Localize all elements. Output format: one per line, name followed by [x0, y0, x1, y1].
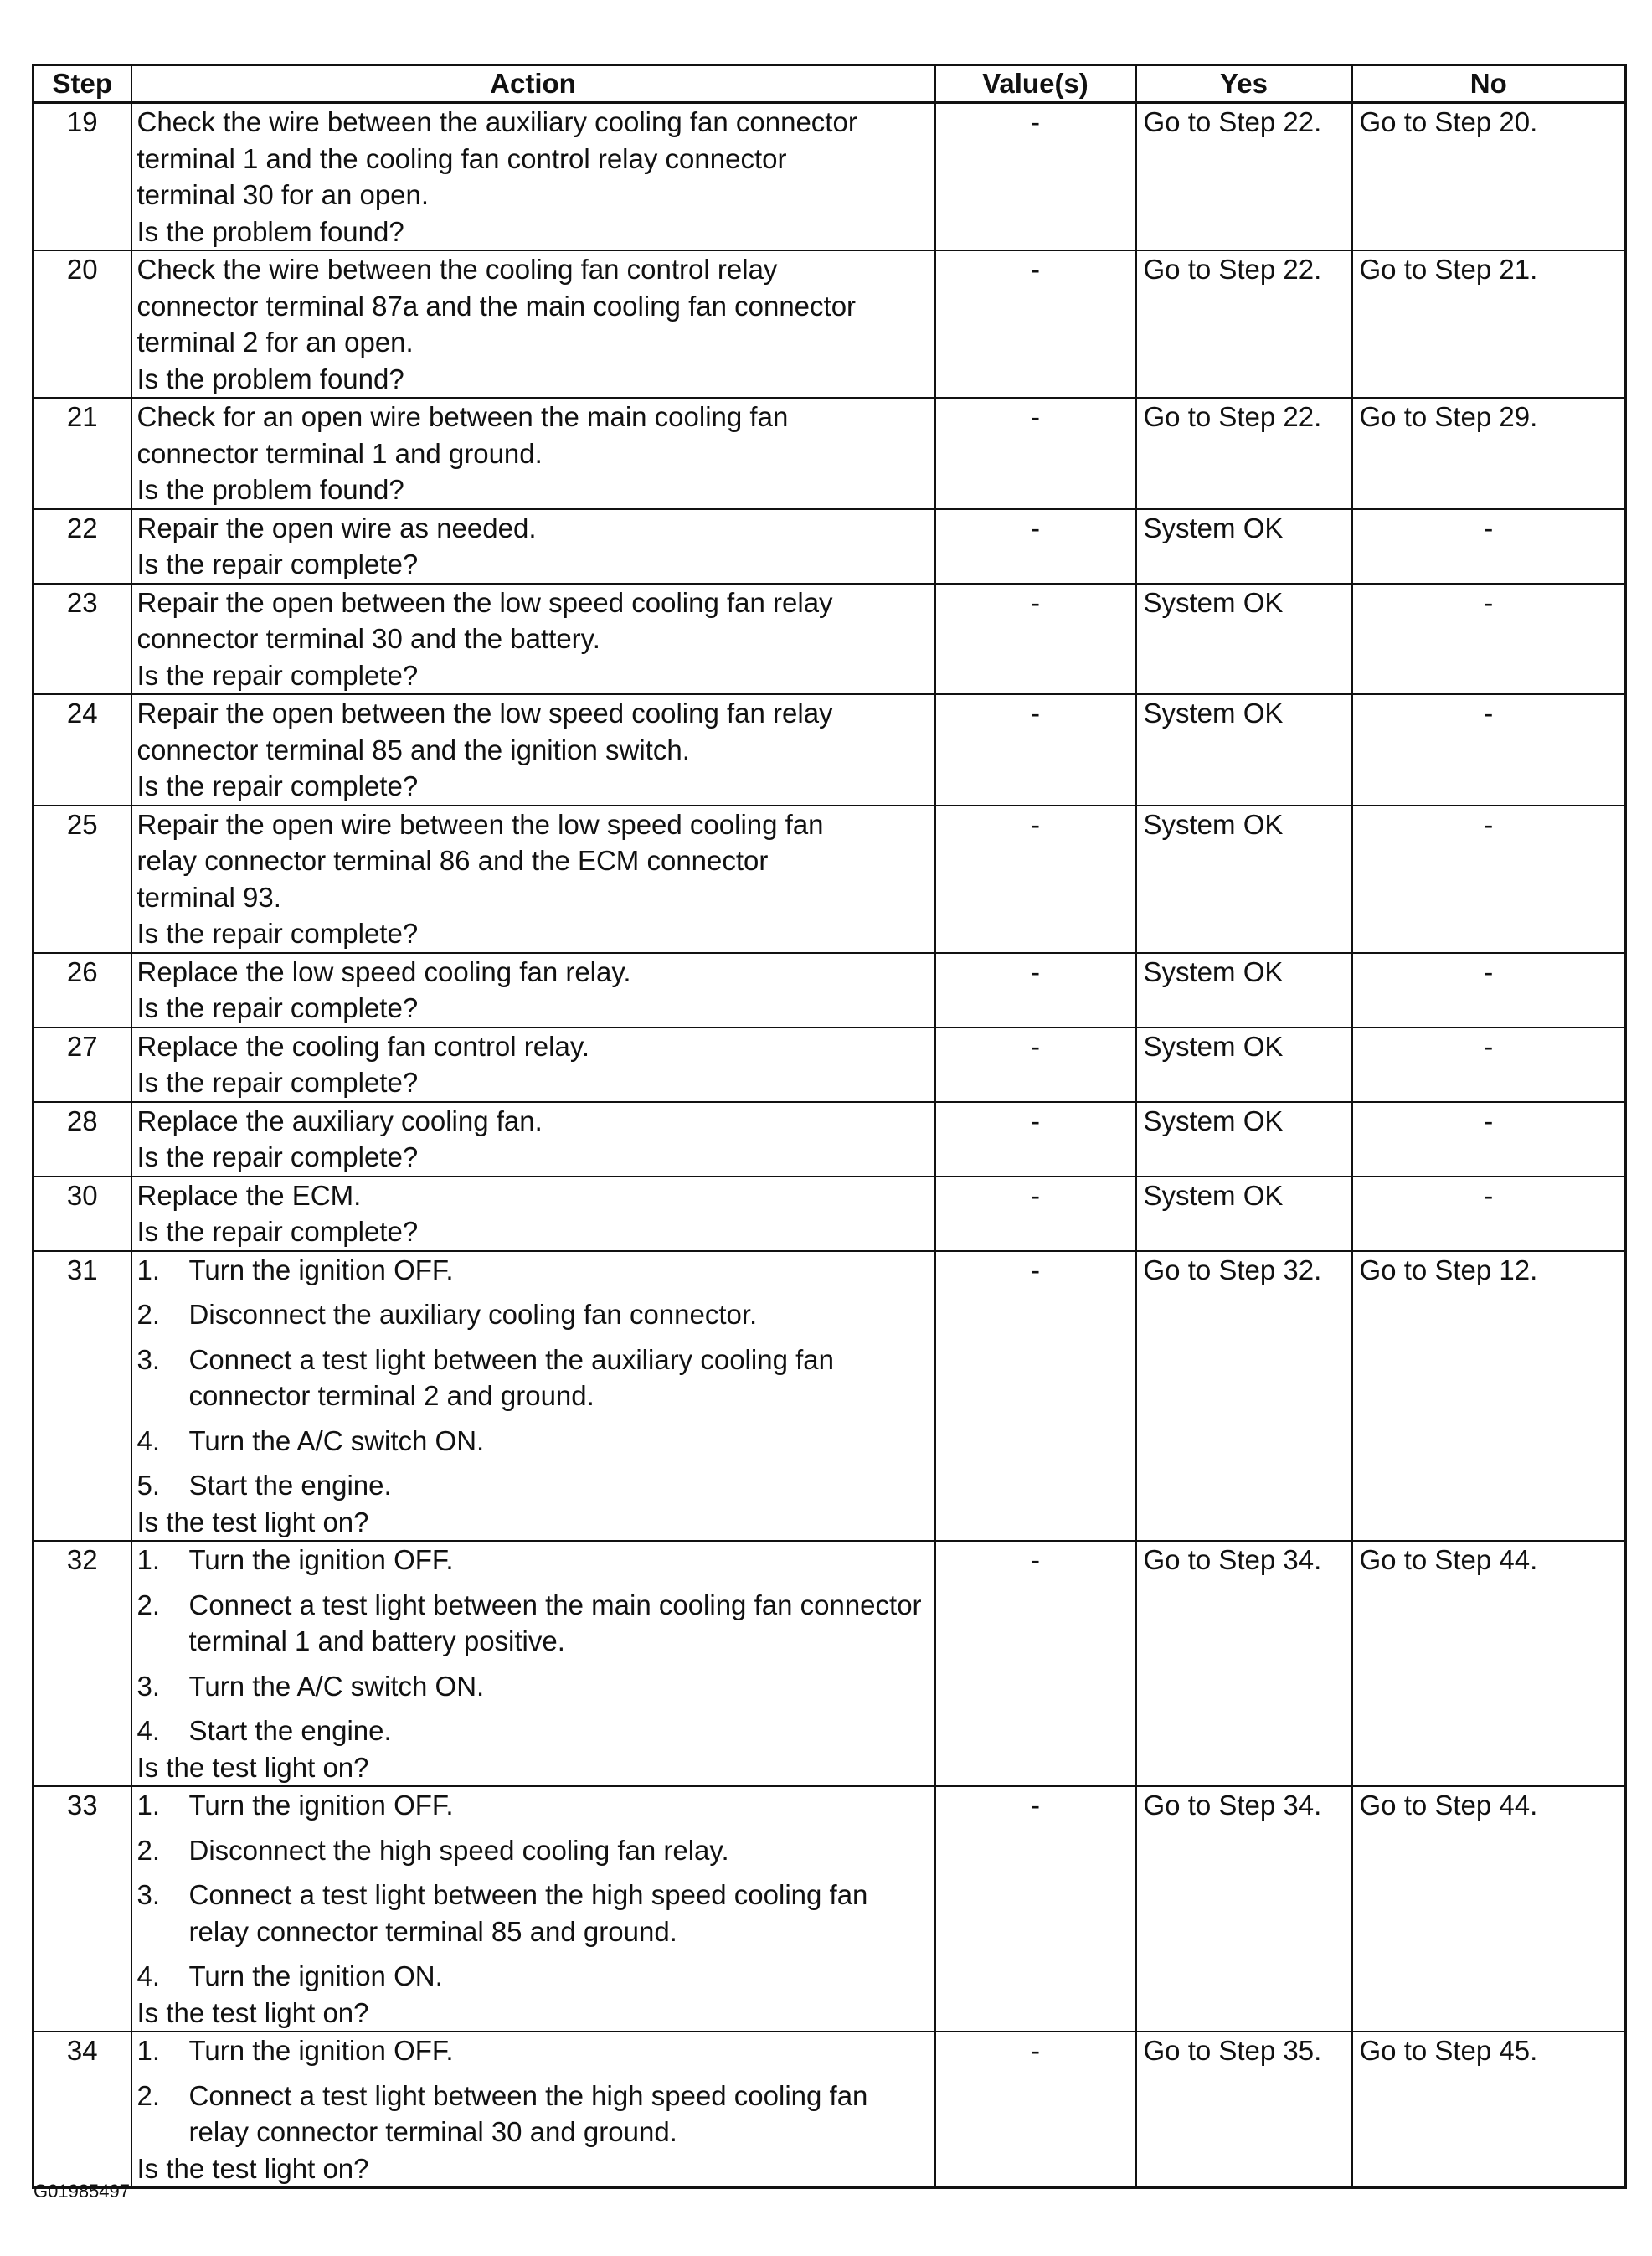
table-row [33, 398, 1626, 509]
step-number: 31 [33, 1251, 131, 1542]
substep-text: Disconnect the high speed cooling fan relay. [188, 1834, 729, 1866]
action-question: Is the test light on? [136, 1506, 369, 1537]
action-line: Repair the open between the low speed cooling fan relay [136, 698, 833, 729]
substep-list [137, 1542, 934, 1749]
action-cell [131, 806, 935, 953]
value-cell: - [935, 509, 1136, 584]
action-line: terminal 30 for an open. [136, 179, 430, 210]
substep-list [137, 1787, 934, 1995]
action-cell [131, 1251, 935, 1542]
no-cell: - [1352, 1028, 1626, 1102]
no-cell: - [1352, 806, 1626, 953]
substep-item [137, 1877, 934, 1950]
substep-list [137, 2032, 934, 2150]
action-line: Replace the cooling fan control relay. [136, 1030, 590, 1062]
action-line: Is the repair complete? [136, 992, 419, 1023]
value-cell: - [935, 1786, 1136, 2032]
action-cell [131, 953, 935, 1028]
action-cell [131, 1541, 935, 1786]
no-cell: - [1352, 584, 1626, 695]
action-line: Replace the low speed cooling fan relay. [136, 955, 631, 987]
action-cell [131, 398, 935, 509]
action-line: terminal 1 and the cooling fan control relay connector [136, 142, 787, 174]
substep-item [137, 1958, 934, 1995]
value-cell: - [935, 1028, 1136, 1102]
action-line: Replace the auxiliary cooling fan. [136, 1105, 543, 1136]
yes-cell: System OK [1136, 1102, 1352, 1177]
substep-number: 1. [136, 1254, 161, 1285]
table-row [33, 1102, 1626, 1177]
action-line: relay connector terminal 86 and the ECM connector [136, 845, 769, 876]
no-cell: Go to Step 44. [1352, 1786, 1626, 2032]
substep-number: 2. [136, 1589, 161, 1620]
step-number: 27 [33, 1028, 131, 1102]
substep-item [137, 1296, 934, 1333]
table-row [33, 1028, 1626, 1102]
step-number: 26 [33, 953, 131, 1028]
step-number: 33 [33, 1786, 131, 2032]
action-cell [131, 1028, 935, 1102]
substep-number: 3. [136, 1879, 161, 1910]
action-line: Repair the open wire as needed. [136, 512, 537, 543]
table-row [33, 2032, 1626, 2188]
yes-cell: Go to Step 32. [1136, 1251, 1352, 1542]
action-line: Is the problem found? [136, 363, 404, 394]
substep-number: 4. [136, 1960, 161, 1991]
substep-item [137, 1587, 934, 1660]
step-number: 28 [33, 1102, 131, 1177]
action-line: connector terminal 85 and the ignition switch. [136, 734, 690, 765]
substep-item [137, 2032, 934, 2069]
substep-number: 4. [136, 1715, 161, 1746]
no-cell: - [1352, 953, 1626, 1028]
header-row [33, 65, 1626, 103]
yes-cell: System OK [1136, 1028, 1352, 1102]
yes-cell: System OK [1136, 584, 1352, 695]
step-number: 23 [33, 584, 131, 695]
action-question: Is the test light on? [136, 1751, 369, 1783]
substep-item [137, 1423, 934, 1460]
action-cell [131, 250, 935, 398]
step-number: 30 [33, 1177, 131, 1251]
action-line: Is the problem found? [136, 474, 404, 505]
substep-text: Turn the A/C switch ON. [188, 1670, 485, 1702]
action-cell [131, 509, 935, 584]
substep-item [137, 1713, 934, 1749]
table-body [33, 103, 1626, 2188]
table-row [33, 103, 1626, 251]
action-cell [131, 584, 935, 695]
yes-cell: Go to Step 34. [1136, 1786, 1352, 2032]
action-line: terminal 93. [136, 881, 281, 913]
substep-text: Start the engine. [188, 1715, 392, 1746]
value-cell: - [935, 1541, 1136, 1786]
action-line: connector terminal 1 and ground. [136, 437, 543, 469]
step-number: 22 [33, 509, 131, 584]
substep-item [137, 1467, 934, 1504]
substep-text: Turn the ignition ON. [188, 1960, 443, 1991]
action-line: Repair the open between the low speed cooling fan relay [136, 586, 833, 618]
diagnostic-table [32, 64, 1627, 2189]
action-cell [131, 1102, 935, 1177]
substep-number: 4. [136, 1424, 161, 1456]
substep-text: Connect a test light between the main cooling fan connector terminal 1 and battery positive. [188, 1589, 922, 1656]
no-cell: Go to Step 12. [1352, 1251, 1626, 1542]
substep-number: 3. [136, 1670, 161, 1702]
step-number: 21 [33, 398, 131, 509]
figure-id: G01985497 [33, 2181, 130, 2202]
action-line: Check for an open wire between the main cooling fan [136, 401, 789, 432]
action-line: Repair the open wire between the low speed cooling fan [136, 808, 824, 840]
yes-cell: System OK [1136, 1177, 1352, 1251]
action-line: Is the repair complete? [136, 549, 419, 579]
substep-number: 1. [136, 1544, 161, 1575]
substep-text: Disconnect the auxiliary cooling fan connector. [188, 1299, 758, 1330]
substep-text: Connect a test light between the auxiliary cooling fan connector terminal 2 and ground. [188, 1343, 834, 1411]
substep-number: 2. [136, 2079, 161, 2111]
substep-text: Turn the ignition OFF. [188, 1254, 454, 1285]
no-cell: - [1352, 1102, 1626, 1177]
value-cell: - [935, 250, 1136, 398]
step-number: 32 [33, 1541, 131, 1786]
substep-text: Turn the ignition OFF. [188, 1790, 454, 1821]
substep-number: 2. [136, 1834, 161, 1866]
action-line: Is the problem found? [136, 215, 404, 247]
action-line: Is the repair complete? [136, 1141, 419, 1172]
substep-item [137, 2078, 934, 2150]
yes-cell: Go to Step 22. [1136, 398, 1352, 509]
substep-text: Turn the ignition OFF. [188, 2035, 454, 2066]
substep-number: 5. [136, 1470, 161, 1501]
action-line: Check the wire between the auxiliary cooling fan connector [136, 106, 857, 137]
action-line: Check the wire between the cooling fan control relay [136, 254, 778, 285]
step-number: 19 [33, 103, 131, 251]
table-row [33, 584, 1626, 695]
yes-cell: Go to Step 22. [1136, 250, 1352, 398]
table-header [33, 65, 1626, 103]
table-row [33, 1177, 1626, 1251]
substep-item [137, 1542, 934, 1579]
value-cell: - [935, 103, 1136, 251]
value-cell: - [935, 694, 1136, 806]
substep-item [137, 1832, 934, 1869]
substep-list [137, 1252, 934, 1504]
yes-cell: System OK [1136, 806, 1352, 953]
action-line: connector terminal 30 and the battery. [136, 623, 600, 654]
table-row [33, 1786, 1626, 2032]
value-cell: - [935, 2032, 1136, 2188]
yes-cell: Go to Step 34. [1136, 1541, 1352, 1786]
header-action: Action [131, 65, 935, 103]
action-cell [131, 1177, 935, 1251]
substep-number: 2. [136, 1299, 161, 1330]
substep-text: Turn the A/C switch ON. [188, 1424, 485, 1456]
no-cell: Go to Step 20. [1352, 103, 1626, 251]
yes-cell: Go to Step 35. [1136, 2032, 1352, 2188]
yes-cell: System OK [1136, 509, 1352, 584]
action-line: Is the repair complete? [136, 770, 419, 801]
substep-text: Turn the ignition OFF. [188, 1544, 454, 1575]
no-cell: Go to Step 44. [1352, 1541, 1626, 1786]
yes-cell: System OK [1136, 953, 1352, 1028]
substep-text: Connect a test light between the high speed cooling fan relay connector terminal 30 and ground. [188, 2079, 868, 2147]
table-row [33, 694, 1626, 806]
no-cell: - [1352, 1177, 1626, 1251]
table-row [33, 509, 1626, 584]
no-cell: Go to Step 29. [1352, 398, 1626, 509]
table-row [33, 806, 1626, 953]
action-line: Is the repair complete? [136, 1067, 419, 1098]
no-cell: Go to Step 45. [1352, 2032, 1626, 2188]
substep-text: Start the engine. [188, 1470, 392, 1501]
action-cell [131, 694, 935, 806]
substep-number: 1. [136, 1790, 161, 1821]
table-row [33, 953, 1626, 1028]
step-number: 24 [33, 694, 131, 806]
table-row [33, 250, 1626, 398]
substep-item [137, 1668, 934, 1705]
value-cell: - [935, 1102, 1136, 1177]
value-cell: - [935, 398, 1136, 509]
action-question: Is the test light on? [136, 1996, 369, 2028]
step-number: 20 [33, 250, 131, 398]
action-line: Is the repair complete? [136, 659, 419, 691]
header-step: Step [33, 65, 131, 103]
step-number: 25 [33, 806, 131, 953]
value-cell: - [935, 806, 1136, 953]
yes-cell: System OK [1136, 694, 1352, 806]
no-cell: - [1352, 694, 1626, 806]
substep-item [137, 1787, 934, 1824]
value-cell: - [935, 953, 1136, 1028]
yes-cell: Go to Step 22. [1136, 103, 1352, 251]
value-cell: - [935, 584, 1136, 695]
value-cell: - [935, 1251, 1136, 1542]
substep-number: 1. [136, 2035, 161, 2066]
action-cell [131, 2032, 935, 2188]
action-line: terminal 2 for an open. [136, 327, 414, 358]
header-values: Value(s) [935, 65, 1136, 103]
table-row [33, 1251, 1626, 1542]
table-row [33, 1541, 1626, 1786]
no-cell: Go to Step 21. [1352, 250, 1626, 398]
no-cell: - [1352, 509, 1626, 584]
value-cell: - [935, 1177, 1136, 1251]
substep-number: 3. [136, 1343, 161, 1375]
action-line: Is the repair complete? [136, 918, 419, 949]
action-line: connector terminal 87a and the main cooling fan connector [136, 290, 857, 322]
action-cell [131, 1786, 935, 2032]
header-yes: Yes [1136, 65, 1352, 103]
header-no: No [1352, 65, 1626, 103]
substep-item [137, 1252, 934, 1289]
substep-item [137, 1342, 934, 1414]
action-question: Is the test light on? [136, 2152, 369, 2184]
substep-text: Connect a test light between the high speed cooling fan relay connector terminal 85 and ground. [188, 1879, 868, 1947]
step-number: 34 [33, 2032, 131, 2188]
action-line: Is the repair complete? [136, 1216, 419, 1247]
action-cell [131, 103, 935, 251]
action-line: Replace the ECM. [136, 1179, 362, 1211]
